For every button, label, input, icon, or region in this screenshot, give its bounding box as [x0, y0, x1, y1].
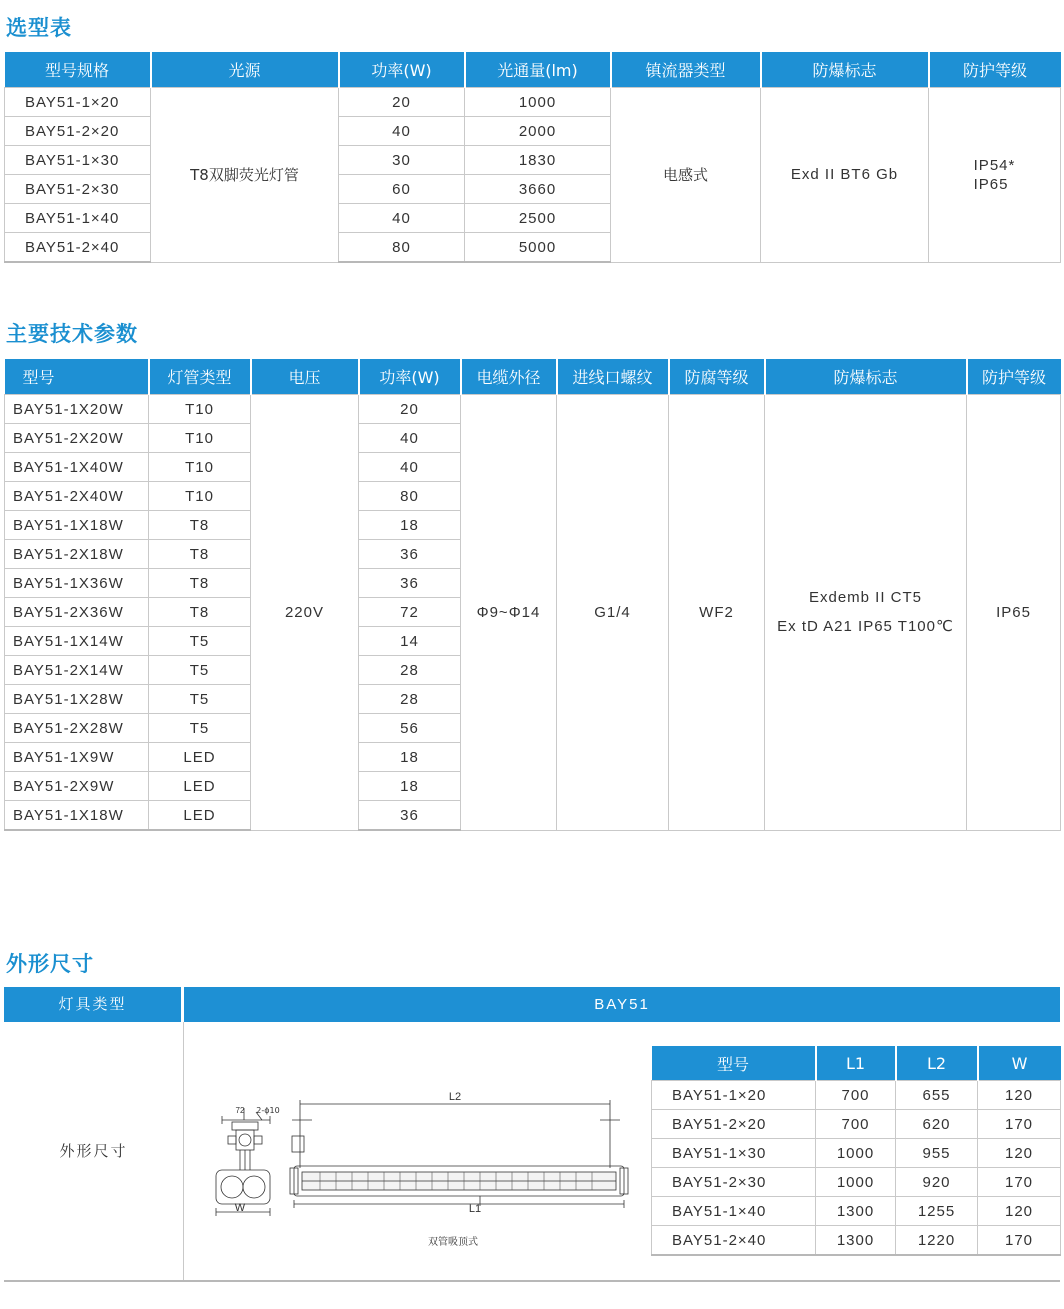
side-view: [216, 1108, 270, 1216]
power-cell: 20: [339, 88, 465, 117]
power-cell: 40: [339, 117, 465, 146]
power-cell: 60: [339, 175, 465, 204]
model-cell: BAY51-1X20W: [5, 395, 149, 424]
tube-cell: T8: [149, 598, 251, 627]
front-view: [290, 1100, 628, 1208]
model-cell: BAY51-2×20: [652, 1110, 816, 1139]
light-source-cell: T8双脚荧光灯管: [151, 88, 339, 263]
dimension-bottom-rule: [4, 1280, 1060, 1282]
flux-cell: 3660: [465, 175, 611, 204]
model-cell: BAY51-1X36W: [5, 569, 149, 598]
l1-cell: 1300: [816, 1197, 896, 1226]
corrosion-cell: WF2: [669, 395, 765, 831]
model-cell: BAY51-2X40W: [5, 482, 149, 511]
power-cell: 40: [359, 424, 461, 453]
selection-table: [4, 52, 1061, 263]
model-cell: BAY51-2×30: [5, 175, 151, 204]
flux-cell: 1000: [465, 88, 611, 117]
dim-label-w: W: [234, 1202, 246, 1214]
table-row: [652, 1226, 1061, 1256]
ex-mark-cell: [765, 395, 967, 831]
tube-cell: T5: [149, 714, 251, 743]
power-cell: 28: [359, 656, 461, 685]
power-cell: 36: [359, 569, 461, 598]
tube-cell: LED: [149, 743, 251, 772]
header-tube-type: 灯管类型: [149, 359, 251, 395]
model-cell: BAY51-2X9W: [5, 772, 149, 801]
model-cell: BAY51-1×20: [5, 88, 151, 117]
model-cell: BAY51-1×20: [652, 1081, 816, 1110]
header-ex-mark: 防爆标志: [765, 359, 967, 395]
dimension-header: [4, 987, 1060, 1022]
l2-cell: 955: [896, 1139, 978, 1168]
header-corrosion: 防腐等级: [669, 359, 765, 395]
w-cell: 120: [978, 1197, 1061, 1226]
tube-cell: T8: [149, 511, 251, 540]
model-cell: BAY51-1X40W: [5, 453, 149, 482]
protection-cell: IP65: [967, 395, 1061, 831]
header-cable: 电缆外径: [461, 359, 557, 395]
tube-cell: T10: [149, 453, 251, 482]
model-cell: BAY51-2X18W: [5, 540, 149, 569]
power-cell: 72: [359, 598, 461, 627]
tube-cell: T8: [149, 540, 251, 569]
model-cell: BAY51-2X20W: [5, 424, 149, 453]
header-model-spec: 型号规格: [5, 52, 151, 88]
ex-mark-line-1: Exdemb II CT5: [808, 589, 923, 607]
selection-section-title: 选型表: [6, 16, 72, 40]
l1-cell: 700: [816, 1081, 896, 1110]
protection-value-1: IP54*: [973, 156, 1016, 174]
thread-cell: G1/4: [557, 395, 669, 831]
model-cell: BAY51-1X18W: [5, 511, 149, 540]
table-row: [652, 1139, 1061, 1168]
dim-label-l1: L1: [468, 1203, 482, 1215]
w-cell: 170: [978, 1168, 1061, 1197]
l1-cell: 700: [816, 1110, 896, 1139]
power-cell: 80: [339, 233, 465, 263]
tube-cell: T8: [149, 569, 251, 598]
tech-section-title: 主要技术参数: [6, 322, 138, 346]
model-cell: BAY51-1×30: [652, 1139, 816, 1168]
cable-cell: Φ9~Φ14: [461, 395, 557, 831]
flux-cell: 2000: [465, 117, 611, 146]
model-cell: BAY51-2X36W: [5, 598, 149, 627]
model-cell: BAY51-1X18W: [5, 801, 149, 831]
table-row: [652, 1168, 1061, 1197]
header-voltage: 电压: [251, 359, 359, 395]
power-cell: 14: [359, 627, 461, 656]
protection-cell: [929, 88, 1061, 263]
header-l1: L1: [816, 1046, 896, 1081]
tube-cell: T5: [149, 627, 251, 656]
header-protection: 防护等级: [967, 359, 1061, 395]
ex-mark-line-2: Ex tD A21 IP65 T100℃: [777, 618, 954, 636]
header-model: 型号: [5, 359, 149, 395]
dimension-row-label: 外形尺寸: [59, 1142, 128, 1160]
table-row: [5, 395, 1061, 424]
model-cell: BAY51-2×30: [652, 1168, 816, 1197]
table-row: [5, 88, 1061, 117]
header-model: 型号: [652, 1046, 816, 1081]
power-cell: 20: [359, 395, 461, 424]
dim-label-holes: 2-ϕ10: [256, 1106, 280, 1115]
power-cell: 80: [359, 482, 461, 511]
ballast-cell: 电感式: [611, 88, 761, 263]
model-cell: BAY51-2×40: [652, 1226, 816, 1256]
tube-cell: LED: [149, 772, 251, 801]
l2-cell: 1220: [896, 1226, 978, 1256]
model-cell: BAY51-1X14W: [5, 627, 149, 656]
dimension-section-title: 外形尺寸: [6, 952, 94, 976]
header-l2: L2: [896, 1046, 978, 1081]
dim-label-72: 72: [235, 1106, 245, 1115]
header-power: 功率(W): [339, 52, 465, 88]
dimension-table-header-row: [652, 1046, 1061, 1081]
model-cell: BAY51-1×40: [5, 204, 151, 233]
tube-cell: T5: [149, 685, 251, 714]
power-cell: 30: [339, 146, 465, 175]
header-flux: 光通量(lm): [465, 52, 611, 88]
selection-header-row: [5, 52, 1061, 88]
w-cell: 170: [978, 1110, 1061, 1139]
header-power: 功率(W): [359, 359, 461, 395]
model-cell: BAY51-2×20: [5, 117, 151, 146]
l2-cell: 920: [896, 1168, 978, 1197]
l2-cell: 620: [896, 1110, 978, 1139]
drawing-caption: 双管吸顶式: [428, 1237, 478, 1248]
header-w: W: [978, 1046, 1061, 1081]
header-thread: 进线口螺纹: [557, 359, 669, 395]
tube-cell: T10: [149, 482, 251, 511]
header-fixture-type: 灯具类型: [4, 987, 181, 1022]
tube-cell: T10: [149, 395, 251, 424]
model-cell: BAY51-2X28W: [5, 714, 149, 743]
tube-cell: LED: [149, 801, 251, 831]
dimension-table: [651, 1046, 1061, 1256]
power-cell: 18: [359, 772, 461, 801]
l1-cell: 1000: [816, 1139, 896, 1168]
l1-cell: 1000: [816, 1168, 896, 1197]
w-cell: 170: [978, 1226, 1061, 1256]
w-cell: 120: [978, 1139, 1061, 1168]
power-cell: 40: [339, 204, 465, 233]
table-row: [652, 1081, 1061, 1110]
header-ballast: 镇流器类型: [611, 52, 761, 88]
table-row: [652, 1197, 1061, 1226]
flux-cell: 2500: [465, 204, 611, 233]
power-cell: 28: [359, 685, 461, 714]
power-cell: 36: [359, 801, 461, 831]
tube-cell: T10: [149, 424, 251, 453]
model-cell: BAY51-2×40: [5, 233, 151, 263]
ex-mark-cell: Exd II BT6 Gb: [761, 88, 929, 263]
model-cell: BAY51-2X14W: [5, 656, 149, 685]
tech-header-row: [5, 359, 1061, 395]
header-protection: 防护等级: [929, 52, 1061, 88]
voltage-cell: 220V: [251, 395, 359, 831]
flux-cell: 5000: [465, 233, 611, 263]
header-product-name: BAY51: [184, 987, 1060, 1022]
power-cell: 18: [359, 743, 461, 772]
table-row: [652, 1110, 1061, 1139]
model-cell: BAY51-1×30: [5, 146, 151, 175]
model-cell: BAY51-1X28W: [5, 685, 149, 714]
protection-value-2: IP65: [973, 175, 1009, 193]
header-light-source: 光源: [151, 52, 339, 88]
model-cell: BAY51-1×40: [652, 1197, 816, 1226]
fixture-drawing: [200, 1080, 640, 1260]
flux-cell: 1830: [465, 146, 611, 175]
dimension-row-label-cell: [4, 1022, 184, 1280]
tube-cell: T5: [149, 656, 251, 685]
w-cell: 120: [978, 1081, 1061, 1110]
power-cell: 18: [359, 511, 461, 540]
power-cell: 40: [359, 453, 461, 482]
power-cell: 56: [359, 714, 461, 743]
l2-cell: 655: [896, 1081, 978, 1110]
tech-table: [4, 359, 1061, 831]
header-ex-mark: 防爆标志: [761, 52, 929, 88]
l2-cell: 1255: [896, 1197, 978, 1226]
power-cell: 36: [359, 540, 461, 569]
l1-cell: 1300: [816, 1226, 896, 1256]
dim-label-l2: L2: [448, 1091, 462, 1103]
model-cell: BAY51-1X9W: [5, 743, 149, 772]
